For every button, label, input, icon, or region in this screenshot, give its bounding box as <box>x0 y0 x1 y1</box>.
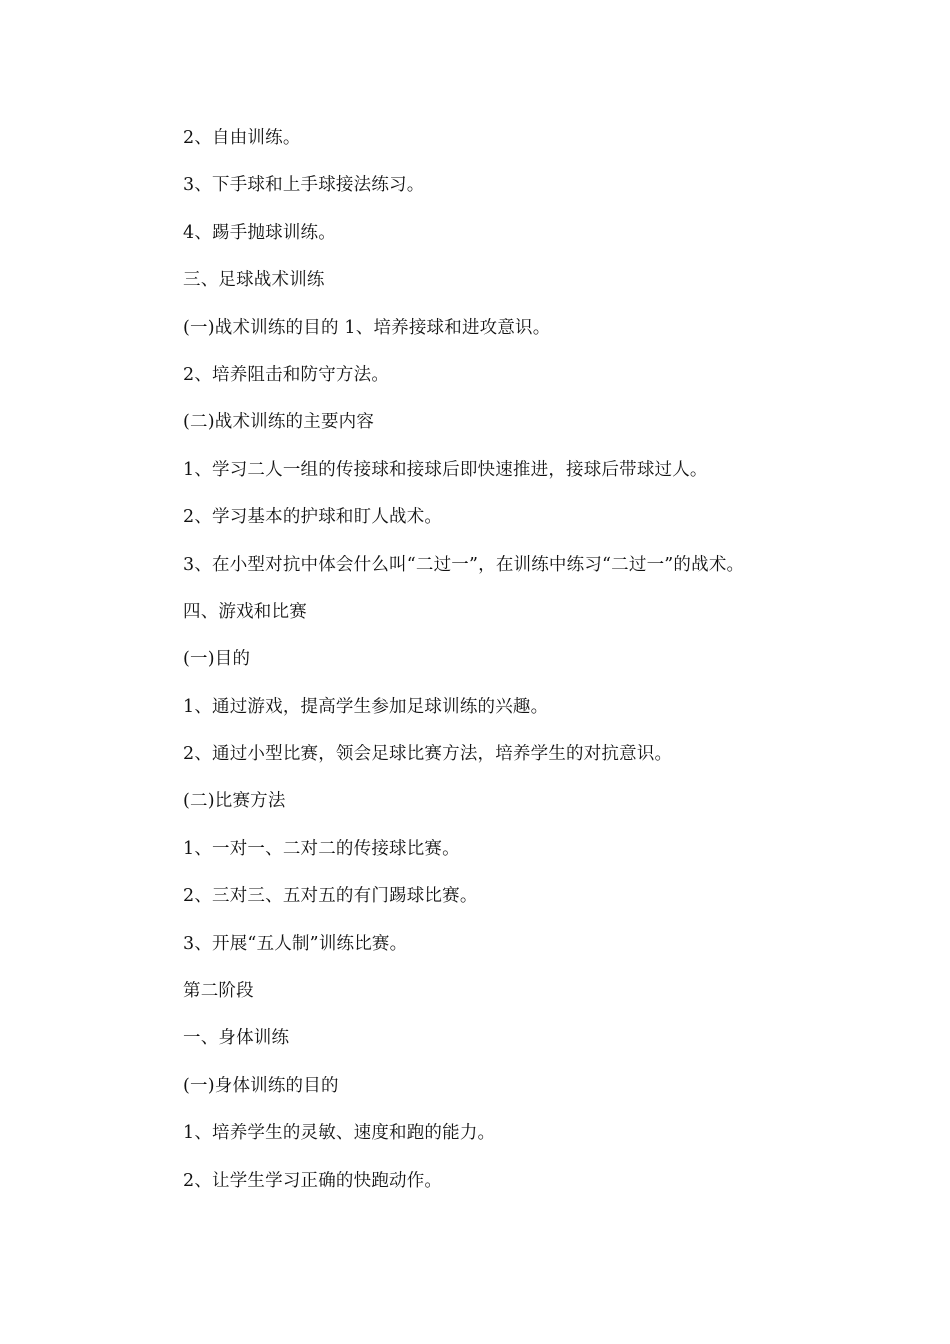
list-item-goal-match: 2、三对三、五对五的有门踢球比赛。 <box>183 886 478 907</box>
section-heading-games: 四、游戏和比赛 <box>183 601 307 622</box>
list-item-small-match: 2、通过小型比赛，领会足球比赛方法，培养学生的对抗意识。 <box>183 744 673 765</box>
section-heading-physical: 一、身体训练 <box>183 1028 290 1049</box>
list-item-agility: 1、培养学生的灵敏、速度和跑的能力。 <box>183 1123 496 1144</box>
list-item-free-training: 2、自由训练。 <box>183 128 301 148</box>
list-item-catching-practice: 3、下手球和上手球接法练习。 <box>183 175 425 196</box>
list-item-one-on-one: 1、一对一、二对二的传接球比赛。 <box>183 838 460 859</box>
subheading-match-methods: (二)比赛方法 <box>183 791 286 812</box>
subheading-physical-goal: (一)身体训练的目的 <box>183 1075 339 1096</box>
subheading-tactics-content: (二)战术训练的主要内容 <box>183 412 375 433</box>
list-item-sprint: 2、让学生学习正确的快跑动作。 <box>183 1170 443 1191</box>
list-item-marking: 2、学习基本的护球和盯人战术。 <box>183 507 443 528</box>
stage-heading-second: 第二阶段 <box>183 981 254 1002</box>
document-body <box>183 121 883 1211</box>
list-item-two-on-one: 3、在小型对抗中体会什么叫“二过一”，在训练中练习“二过一”的战术。 <box>183 554 745 575</box>
subheading-tactics-goal: (一)战术训练的目的 1、培养接球和进攻意识。 <box>183 317 551 338</box>
list-item-passing-pairs: 1、学习二人一组的传接球和接球后即快速推进，接球后带球过人。 <box>183 459 708 480</box>
subheading-games-goal: (一)目的 <box>183 649 251 670</box>
list-item-interest: 1、通过游戏，提高学生参加足球训练的兴趣。 <box>183 696 549 717</box>
list-item-five-a-side: 3、开展“五人制”训练比赛。 <box>183 933 408 954</box>
list-item-kick-throw-training: 4、踢手抛球训练。 <box>183 222 336 243</box>
section-heading-tactics: 三、足球战术训练 <box>183 270 325 291</box>
list-item-defense: 2、培养阻击和防守方法。 <box>183 364 390 385</box>
